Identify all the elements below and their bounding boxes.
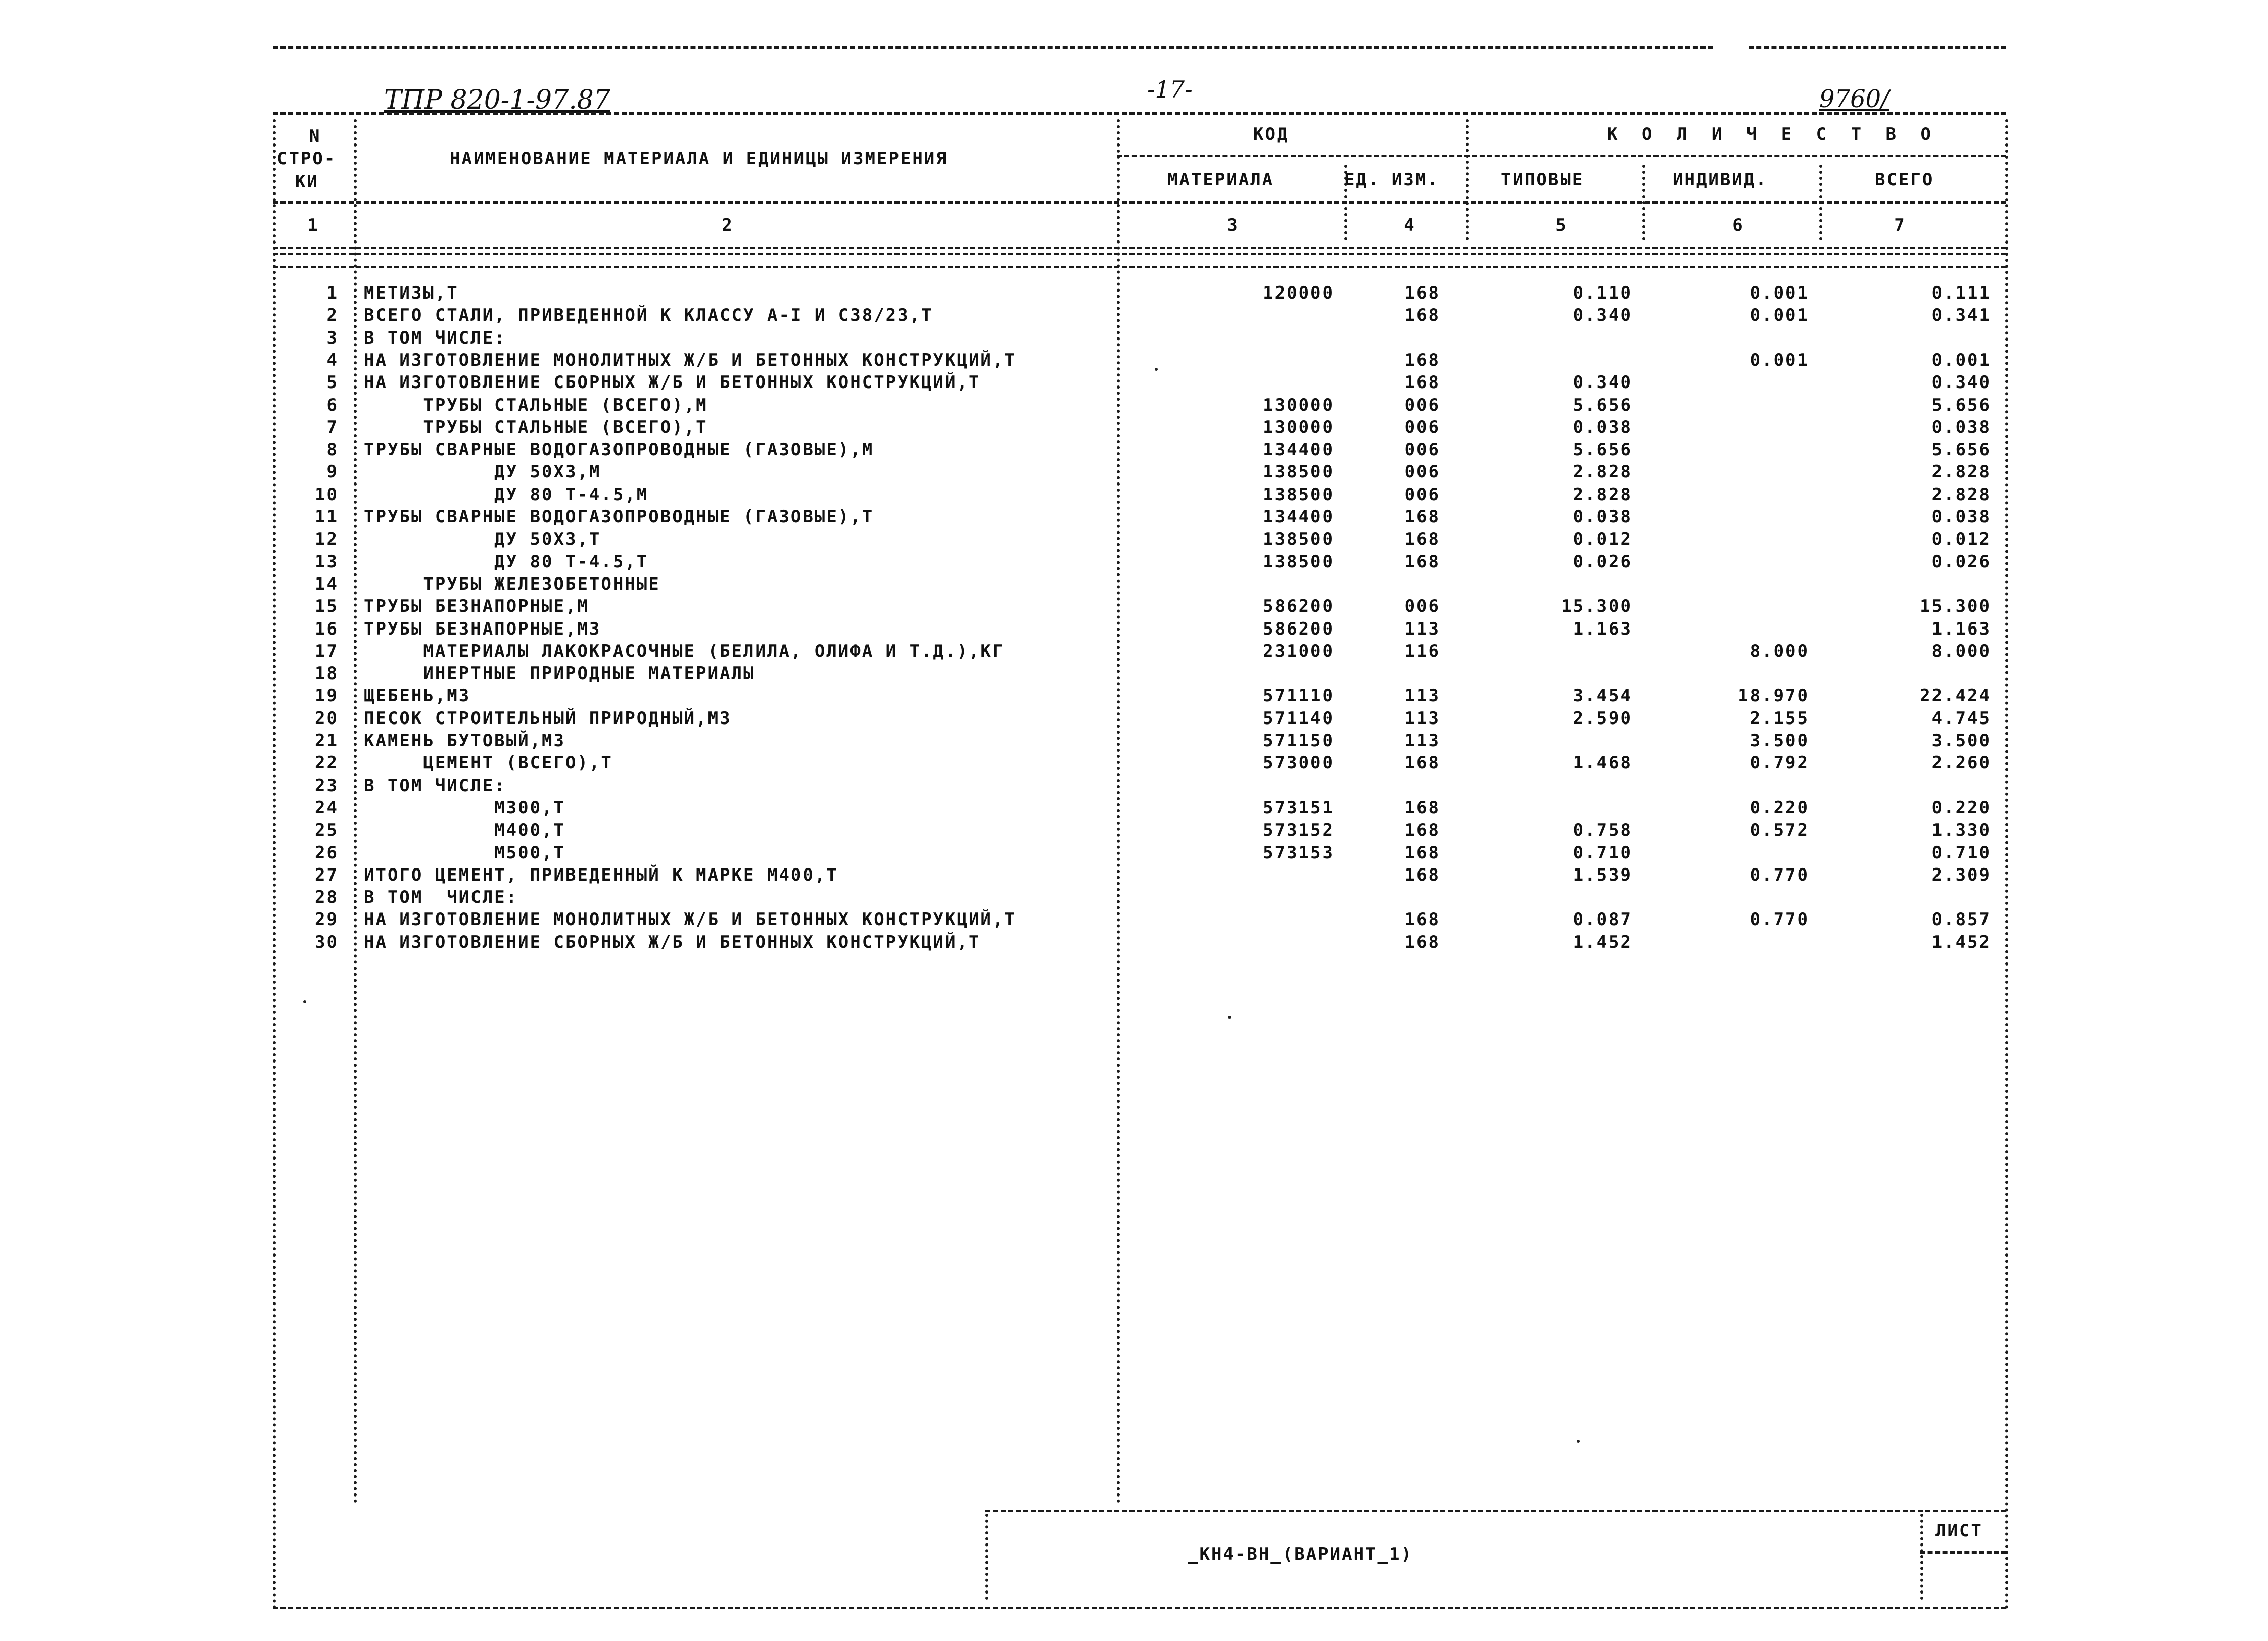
- qty-individual: 0.770: [1750, 909, 1809, 930]
- table-row: [0, 283, 2268, 305]
- material-name: В ТОМ ЧИСЛЕ:: [364, 327, 506, 348]
- qty-typical: 3.454: [1573, 686, 1632, 706]
- material-code: 130000: [1263, 395, 1334, 415]
- qty-total: 2.828: [1931, 484, 1991, 505]
- table-row: [0, 686, 2268, 708]
- qty-typical: 2.828: [1573, 462, 1632, 482]
- qty-typical: 2.828: [1573, 484, 1632, 505]
- qty-typical: 2.590: [1573, 708, 1632, 729]
- qty-total: 15.300: [1920, 596, 1991, 617]
- qty-total: 0.857: [1931, 909, 1991, 930]
- scan-speck: [1155, 368, 1158, 371]
- qty-total: 0.001: [1931, 350, 1991, 370]
- unit-code: 006: [1404, 440, 1440, 460]
- material-code: 138500: [1263, 462, 1334, 482]
- qty-typical: 1.539: [1573, 864, 1632, 885]
- material-code: 571110: [1263, 686, 1334, 706]
- row-number: 5: [326, 372, 339, 393]
- row-number: 14: [315, 573, 339, 594]
- table-row: [0, 865, 2268, 887]
- qty-typical: 0.038: [1573, 417, 1632, 438]
- qty-typical: 1.163: [1573, 618, 1632, 639]
- table-row: [0, 798, 2268, 820]
- footer-left-rule: [985, 1514, 988, 1600]
- unit-code: 168: [1404, 797, 1440, 818]
- header-typical: ТИПОВЫЕ: [1501, 170, 1584, 190]
- qty-total: 1.330: [1931, 820, 1991, 841]
- qty-individual: 0.770: [1750, 864, 1809, 885]
- unit-code: 168: [1404, 842, 1440, 863]
- unit-code: 168: [1404, 507, 1440, 527]
- row-number: 18: [315, 663, 339, 684]
- unit-code: 116: [1404, 641, 1440, 661]
- header-sub-rule: [1117, 155, 2006, 157]
- material-name: ТРУБЫ СТАЛЬНЫЕ (ВСЕГО),М: [364, 395, 708, 415]
- scan-speck: [303, 1000, 306, 1003]
- material-code: 573152: [1263, 820, 1334, 841]
- material-code: 134400: [1263, 440, 1334, 460]
- table-row: [0, 305, 2268, 327]
- unit-code: 006: [1404, 484, 1440, 505]
- unit-code: 168: [1404, 350, 1440, 370]
- qty-typical: 0.038: [1573, 507, 1632, 527]
- header-stro: СТРО-: [277, 149, 337, 169]
- material-name: ДУ 80 Т-4.5,М: [364, 484, 649, 505]
- row-number: 8: [326, 440, 339, 460]
- table-row: [0, 708, 2268, 731]
- unit-code: 113: [1404, 731, 1440, 751]
- qty-typical: 0.340: [1573, 372, 1632, 393]
- header-quantity: К О Л И Ч Е С Т В О: [1607, 124, 1938, 144]
- table-row: [0, 574, 2268, 596]
- unit-code: 006: [1404, 596, 1440, 617]
- footer-sheet-sep: [1920, 1514, 1923, 1600]
- material-name: М300,Т: [364, 797, 565, 818]
- qty-typical: 1.452: [1573, 932, 1632, 952]
- material-code: 138500: [1263, 529, 1334, 550]
- material-name: МАТЕРИАЛЫ ЛАКОКРАСОЧНЫЕ (БЕЛИЛА, ОЛИФА И Т.Д.),КГ: [364, 641, 1005, 661]
- material-name: НА ИЗГОТОВЛЕНИЕ МОНОЛИТНЫХ Ж/Б И БЕТОННЫХ КОНСТРУКЦИЙ,Т: [364, 350, 1016, 370]
- unit-code: 168: [1404, 932, 1440, 952]
- row-number: 19: [315, 686, 339, 706]
- table-row: [0, 328, 2268, 350]
- header-name: НАИМЕНОВАНИЕ МАТЕРИАЛА И ЕДИНИЦЫ ИЗМЕРЕНИЯ: [450, 149, 948, 169]
- qty-individual: 0.792: [1750, 753, 1809, 774]
- qty-total: 2.260: [1931, 753, 1991, 774]
- qty-typical: 0.710: [1573, 842, 1632, 863]
- material-name: М400,Т: [364, 820, 565, 841]
- material-code: 586200: [1263, 618, 1334, 639]
- qty-total: 0.341: [1931, 305, 1991, 326]
- table-row: [0, 932, 2268, 954]
- row-number: 7: [326, 417, 339, 438]
- colnum-1: 1: [307, 215, 319, 235]
- unit-code: 168: [1404, 529, 1440, 550]
- unit-code: 168: [1404, 283, 1440, 303]
- qty-total: 5.656: [1931, 395, 1991, 415]
- qty-typical: 1.468: [1573, 753, 1632, 774]
- column-number-rule-2: [273, 253, 2006, 255]
- row-number: 11: [315, 507, 339, 527]
- material-name: В ТОМ ЧИСЛЕ:: [364, 887, 518, 908]
- qty-total: 0.111: [1931, 283, 1991, 303]
- table-row: [0, 843, 2268, 865]
- unit-code: 006: [1404, 462, 1440, 482]
- unit-code: 168: [1404, 909, 1440, 930]
- row-number: 24: [315, 797, 339, 818]
- table-row: [0, 641, 2268, 663]
- qty-total: 0.038: [1931, 507, 1991, 527]
- qty-typical: 15.300: [1561, 596, 1632, 617]
- table-row: [0, 485, 2268, 507]
- qty-total: 5.656: [1931, 440, 1991, 460]
- qty-individual: 3.500: [1750, 731, 1809, 751]
- table-row: [0, 909, 2268, 932]
- qty-individual: 18.970: [1738, 686, 1809, 706]
- col-sep-typ-ind: [1642, 165, 1645, 240]
- material-name: НА ИЗГОТОВЛЕНИЕ МОНОЛИТНЫХ Ж/Б И БЕТОННЫХ КОНСТРУКЦИЙ,Т: [364, 909, 1016, 930]
- qty-total: 22.424: [1920, 686, 1991, 706]
- col-sep-ind-tot: [1819, 165, 1822, 240]
- qty-total: 1.452: [1931, 932, 1991, 952]
- material-code: 231000: [1263, 641, 1334, 661]
- row-number: 9: [326, 462, 339, 482]
- material-name: ТРУБЫ СВАРНЫЕ ВОДОГАЗОПРОВОДНЫЕ (ГАЗОВЫЕ),М: [364, 440, 874, 460]
- table-row: [0, 596, 2268, 618]
- qty-typical: 0.758: [1573, 820, 1632, 841]
- unit-code: 168: [1404, 372, 1440, 393]
- row-number: 26: [315, 842, 339, 863]
- sheet-code: 9760/: [1819, 85, 1889, 113]
- qty-total: 0.340: [1931, 372, 1991, 393]
- material-name: ТРУБЫ СВАРНЫЕ ВОДОГАЗОПРОВОДНЫЕ (ГАЗОВЫЕ),Т: [364, 507, 874, 527]
- material-code: 130000: [1263, 417, 1334, 438]
- qty-individual: 0.572: [1750, 820, 1809, 841]
- material-name: ПЕСОК СТРОИТЕЛЬНЫЙ ПРИРОДНЫЙ,М3: [364, 708, 732, 729]
- footer-variant: _КН4-ВН_(ВАРИАНТ_1): [1188, 1544, 1413, 1564]
- table-row: [0, 372, 2268, 395]
- qty-individual: 0.001: [1750, 305, 1809, 326]
- unit-code: 113: [1404, 686, 1440, 706]
- colnum-7: 7: [1894, 215, 1906, 235]
- qty-typical: 0.012: [1573, 529, 1632, 550]
- unit-code: 168: [1404, 864, 1440, 885]
- qty-typical: 5.656: [1573, 440, 1632, 460]
- qty-total: 2.828: [1931, 462, 1991, 482]
- qty-total: 0.710: [1931, 842, 1991, 863]
- material-code: 571150: [1263, 731, 1334, 751]
- page-number: -17-: [1147, 76, 1193, 103]
- row-number: 2: [326, 305, 339, 326]
- material-code: 573000: [1263, 753, 1334, 774]
- unit-code: 168: [1404, 305, 1440, 326]
- colnum-6: 6: [1732, 215, 1744, 235]
- row-number: 28: [315, 887, 339, 908]
- row-number: 20: [315, 708, 339, 729]
- material-name: ИНЕРТНЫЕ ПРИРОДНЫЕ МАТЕРИАЛЫ: [364, 663, 755, 684]
- material-code: 134400: [1263, 507, 1334, 527]
- table-row: [0, 619, 2268, 641]
- qty-individual: 2.155: [1750, 708, 1809, 729]
- document-code: ТПР 820-1-97.87: [384, 85, 610, 115]
- table-row: [0, 395, 2268, 417]
- qty-total: 0.220: [1931, 797, 1991, 818]
- colnum-3: 3: [1227, 215, 1239, 235]
- footer-sheet-rule: [1920, 1551, 2006, 1554]
- table-row: [0, 417, 2268, 440]
- qty-typical: 0.026: [1573, 551, 1632, 572]
- material-code: 138500: [1263, 484, 1334, 505]
- table-row: [0, 753, 2268, 775]
- unit-code: 006: [1404, 417, 1440, 438]
- row-number: 16: [315, 618, 339, 639]
- row-number: 12: [315, 529, 339, 550]
- material-name: ТРУБЫ СТАЛЬНЫЕ (ВСЕГО),Т: [364, 417, 708, 438]
- material-name: ТРУБЫ ЖЕЛЕЗОБЕТОННЫЕ: [364, 573, 660, 594]
- scan-speck: [1228, 1016, 1231, 1019]
- header-bottom-rule: [273, 201, 2006, 204]
- material-name: КАМЕНЬ БУТОВЫЙ,М3: [364, 731, 565, 751]
- material-name: ТРУБЫ БЕЗНАПОРНЫЕ,М: [364, 596, 589, 617]
- unit-code: 168: [1404, 551, 1440, 572]
- row-number: 1: [326, 283, 339, 303]
- material-code: 573153: [1263, 842, 1334, 863]
- qty-individual: 0.001: [1750, 350, 1809, 370]
- table-row: [0, 440, 2268, 462]
- row-number: 13: [315, 551, 339, 572]
- material-name: ЩЕБЕНЬ,М3: [364, 686, 471, 706]
- material-name: ВСЕГО СТАЛИ, ПРИВЕДЕННОЙ К КЛАССУ А-I И С38/23,Т: [364, 305, 933, 326]
- qty-individual: 0.220: [1750, 797, 1809, 818]
- row-number: 21: [315, 731, 339, 751]
- material-name: ЦЕМЕНТ (ВСЕГО),Т: [364, 753, 613, 774]
- row-number: 3: [326, 327, 339, 348]
- qty-typical: 5.656: [1573, 395, 1632, 415]
- col-sep-code-unit: [1344, 165, 1347, 240]
- material-name: МЕТИЗЫ,Т: [364, 283, 459, 303]
- material-name: ИТОГО ЦЕМЕНТ, ПРИВЕДЕННЫЙ К МАРКЕ М400,Т: [364, 864, 838, 885]
- material-name: М500,Т: [364, 842, 565, 863]
- header-unit: ЕД. ИЗМ.: [1344, 170, 1439, 190]
- row-number: 15: [315, 596, 339, 617]
- qty-typical: 0.340: [1573, 305, 1632, 326]
- qty-total: 8.000: [1931, 641, 1991, 661]
- qty-total: 1.163: [1931, 618, 1991, 639]
- top-rule-right: [1749, 46, 2006, 49]
- material-code: 571140: [1263, 708, 1334, 729]
- table-row: [0, 462, 2268, 484]
- header-total: ВСЕГО: [1875, 170, 1934, 190]
- header-code: КОД: [1253, 124, 1289, 144]
- table-row: [0, 776, 2268, 798]
- qty-individual: 8.000: [1750, 641, 1809, 661]
- unit-code: 168: [1404, 820, 1440, 841]
- row-number: 10: [315, 484, 339, 505]
- table-row: [0, 663, 2268, 686]
- bottom-rule: [273, 1607, 2006, 1609]
- table-row: [0, 887, 2268, 909]
- scan-speck: [1577, 1440, 1580, 1443]
- material-name: В ТОМ ЧИСЛЕ:: [364, 775, 506, 796]
- header-material: МАТЕРИАЛА: [1167, 170, 1274, 190]
- row-number: 6: [326, 395, 339, 415]
- unit-code: 006: [1404, 395, 1440, 415]
- row-number: 23: [315, 775, 339, 796]
- table-row: [0, 552, 2268, 574]
- unit-code: 113: [1404, 708, 1440, 729]
- body-top-rule: [273, 266, 2006, 268]
- material-name: ДУ 50Х3,Т: [364, 529, 601, 550]
- material-code: 573151: [1263, 797, 1334, 818]
- column-number-rule: [273, 247, 2006, 249]
- row-number: 17: [315, 641, 339, 661]
- material-name: НА ИЗГОТОВЛЕНИЕ СБОРНЫХ Ж/Б И БЕТОННЫХ КОНСТРУКЦИЙ,Т: [364, 372, 981, 393]
- colnum-5: 5: [1555, 215, 1568, 235]
- unit-code: 113: [1404, 618, 1440, 639]
- qty-total: 0.038: [1931, 417, 1991, 438]
- row-number: 4: [326, 350, 339, 370]
- qty-individual: 0.001: [1750, 283, 1809, 303]
- material-code: 138500: [1263, 551, 1334, 572]
- qty-total: 0.026: [1931, 551, 1991, 572]
- top-rule-left: [273, 46, 1713, 49]
- table-row: [0, 507, 2268, 529]
- table-row: [0, 350, 2268, 372]
- footer-top-rule: [985, 1510, 2006, 1512]
- table-row: [0, 529, 2268, 551]
- qty-total: 4.745: [1931, 708, 1991, 729]
- row-number: 30: [315, 932, 339, 952]
- qty-typical: 0.087: [1573, 909, 1632, 930]
- unit-code: 168: [1404, 753, 1440, 774]
- material-name: НА ИЗГОТОВЛЕНИЕ СБОРНЫХ Ж/Б И БЕТОННЫХ КОНСТРУКЦИЙ,Т: [364, 932, 981, 952]
- row-number: 27: [315, 864, 339, 885]
- material-code: 120000: [1263, 283, 1334, 303]
- colnum-2: 2: [722, 215, 734, 235]
- header-top-rule: [273, 112, 2006, 115]
- row-number: 25: [315, 820, 339, 841]
- col-sep-unit-typ: [1466, 119, 1469, 240]
- row-number: 22: [315, 753, 339, 774]
- qty-typical: 0.110: [1573, 283, 1632, 303]
- header-individual: ИНДИВИД.: [1673, 170, 1768, 190]
- footer-sheet-label: ЛИСТ: [1935, 1521, 1983, 1541]
- qty-total: 2.309: [1931, 864, 1991, 885]
- header-n: N: [309, 126, 321, 147]
- qty-total: 0.012: [1931, 529, 1991, 550]
- row-number: 29: [315, 909, 339, 930]
- table-row: [0, 820, 2268, 842]
- material-name: ТРУБЫ БЕЗНАПОРНЫЕ,М3: [364, 618, 601, 639]
- colnum-4: 4: [1404, 215, 1416, 235]
- material-name: ДУ 50Х3,М: [364, 462, 601, 482]
- qty-total: 3.500: [1931, 731, 1991, 751]
- header-ki: КИ: [295, 172, 319, 192]
- material-code: 586200: [1263, 596, 1334, 617]
- table-row: [0, 731, 2268, 753]
- material-name: ДУ 80 Т-4.5,Т: [364, 551, 649, 572]
